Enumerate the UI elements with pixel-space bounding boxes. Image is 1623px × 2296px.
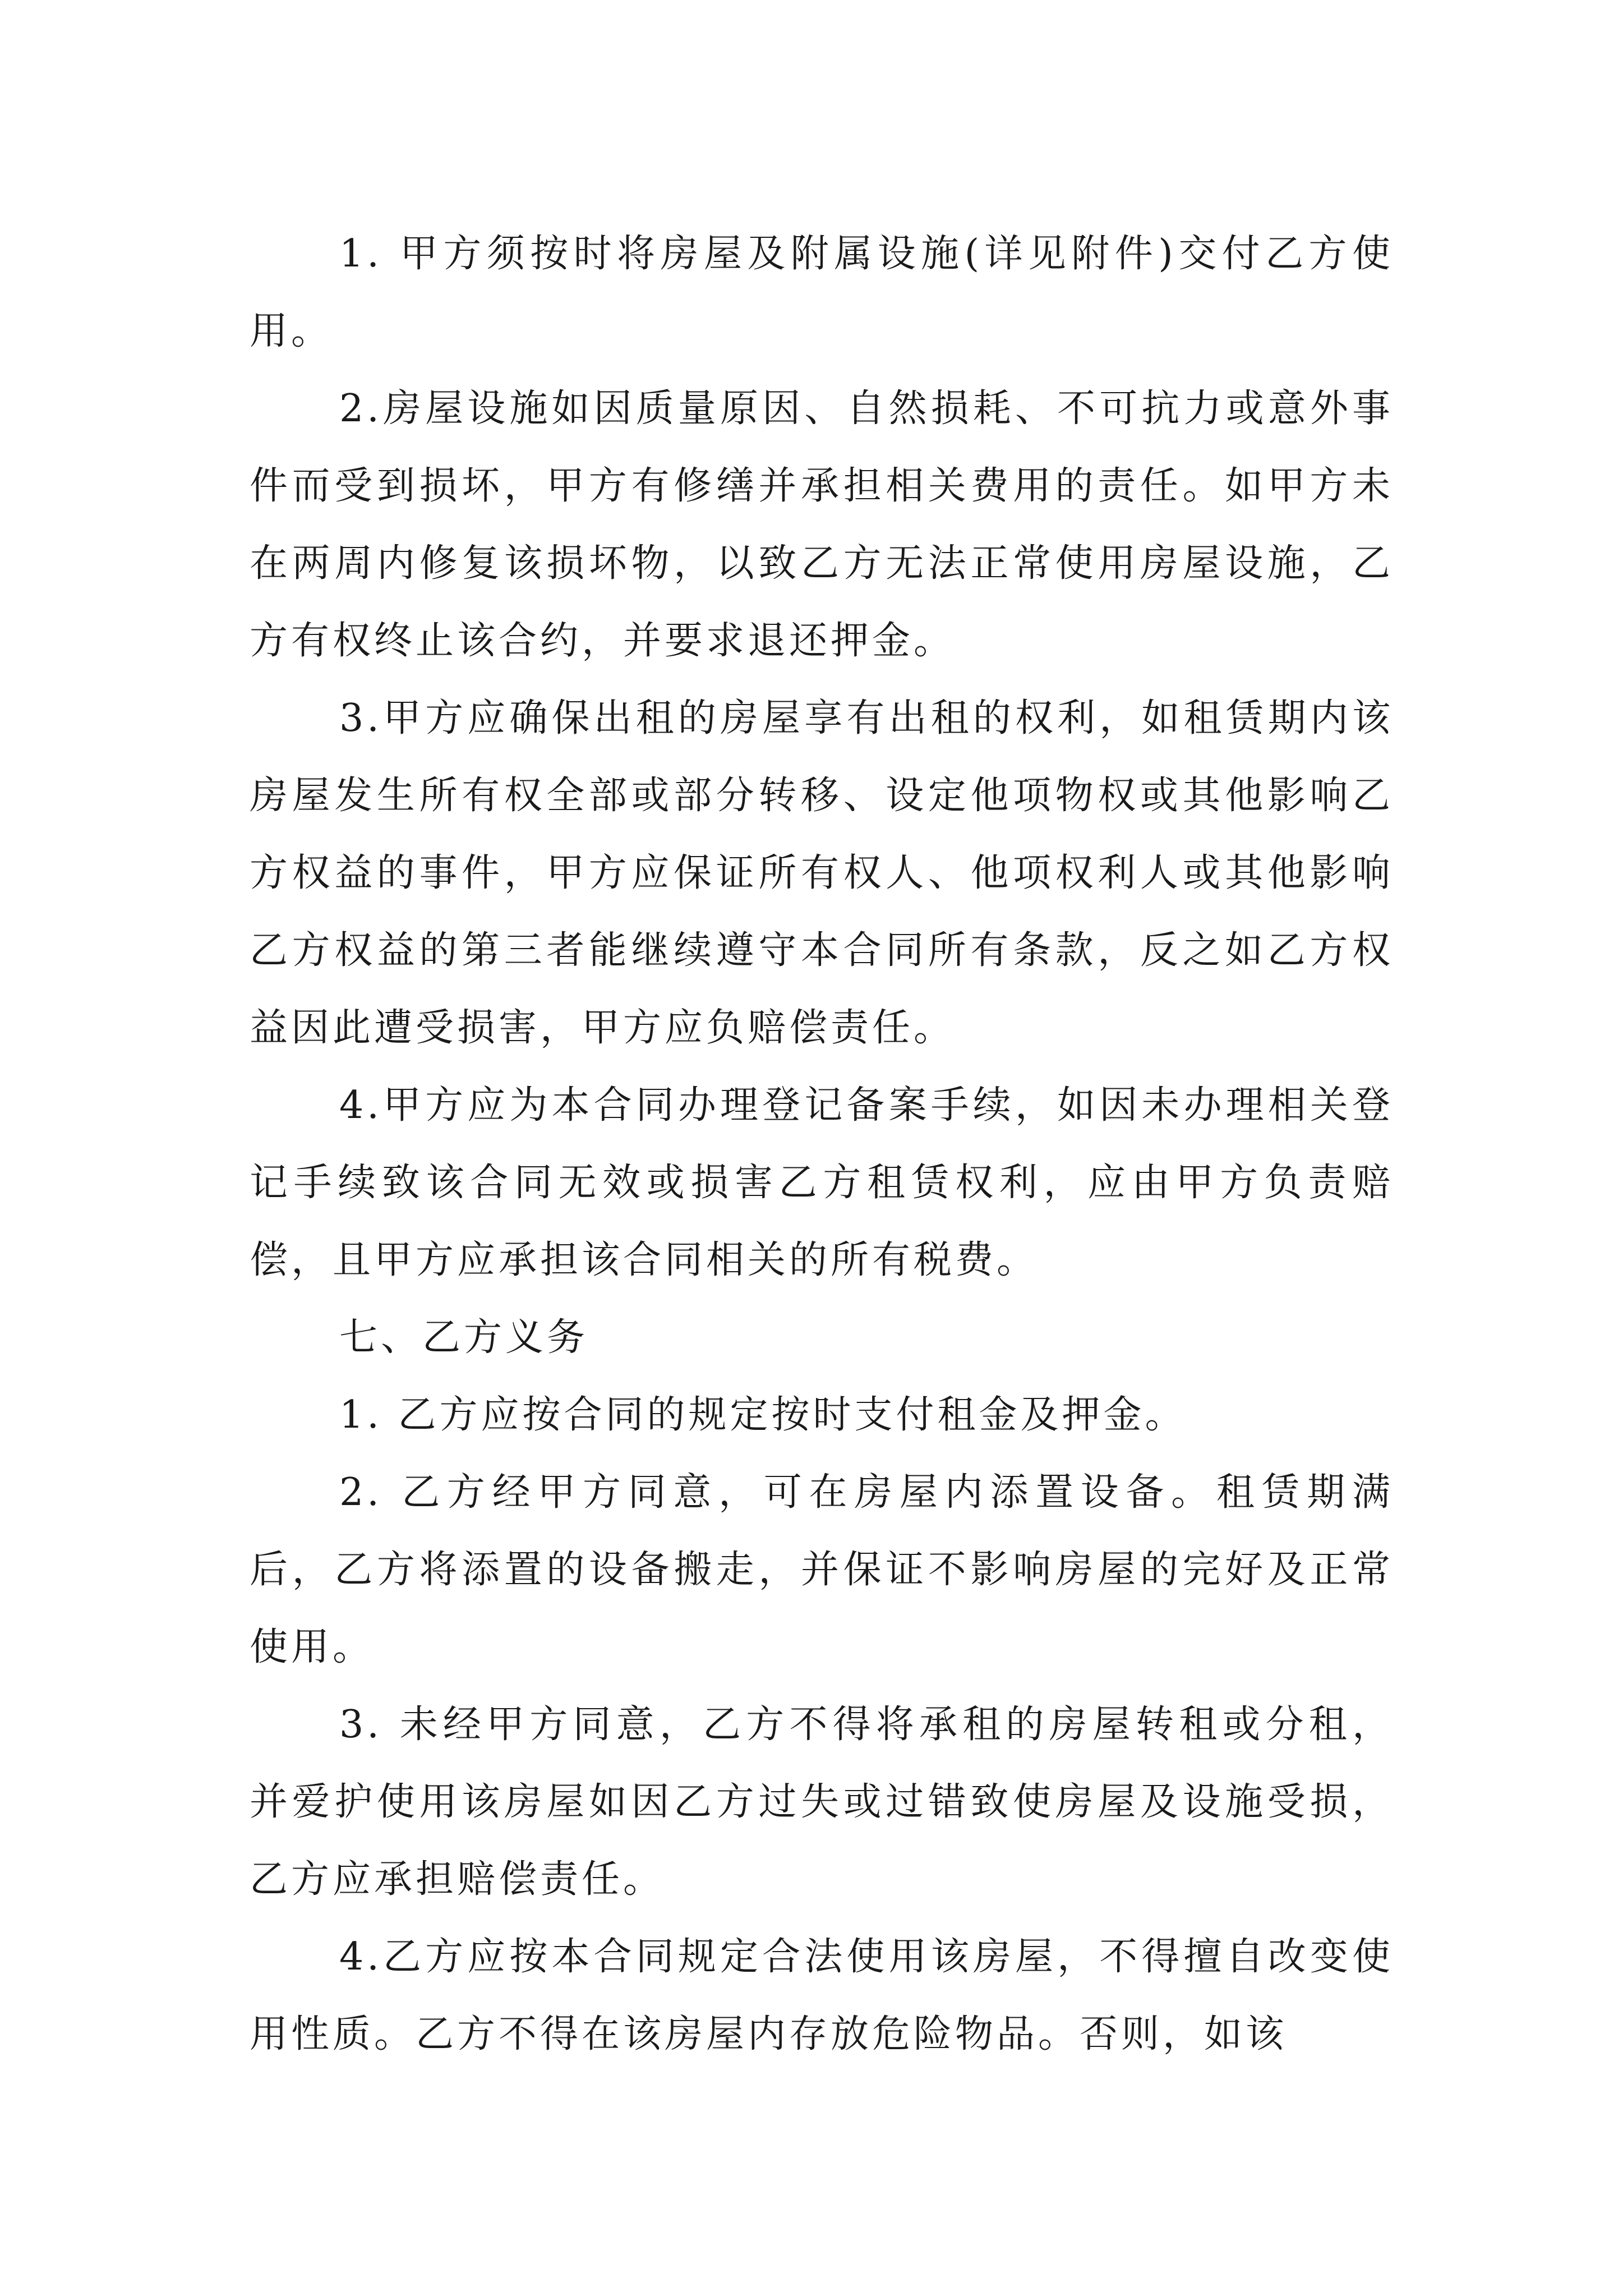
document-body	[250, 215, 1394, 2073]
paragraph-tenant-obligation-2: 2. 乙方经甲方同意，可在房屋内添置设备。租赁期满后，乙方将添置的设备搬走，并保证不影响房屋的完好及正常使用。	[250, 1470, 1394, 1669]
paragraph-tenant-obligation-1: 1. 乙方应按合同的规定按时支付租金及押金。	[339, 1393, 1187, 1437]
paragraph-tenant-obligation-3: 3. 未经甲方同意，乙方不得将承租的房屋转租或分租，并爱护使用该房屋如因乙方过失或过错致使房屋及设施受损，乙方应承担赔偿责任。	[250, 1703, 1394, 1902]
paragraph-landlord-obligation-2: 2.房屋设施如因质量原因、自然损耗、不可抗力或意外事件而受到损坏，甲方有修缮并承担相关费用的责任。如甲方未在两周内修复该损坏物，以致乙方无法正常使用房屋设施，乙方有权终止该合约，并要求退还押金。	[250, 386, 1394, 663]
paragraph-tenant-obligation-4: 4.乙方应按本合同规定合法使用该房屋，不得擅自改变使用性质。乙方不得在该房屋内存放危险物品。否则，如该	[250, 1935, 1394, 2056]
paragraph-landlord-obligation-4: 4.甲方应为本合同办理登记备案手续，如因未办理相关登记手续致该合同无效或损害乙方租赁权利，应由甲方负责赔偿，且甲方应承担该合同相关的所有税费。	[250, 1083, 1394, 1282]
paragraph-landlord-obligation-1: 1. 甲方须按时将房屋及附属设施(详见附件)交付乙方使用。	[250, 232, 1394, 353]
section-heading-tenant-obligations: 七、乙方义务	[339, 1315, 589, 1360]
paragraph-landlord-obligation-3: 3.甲方应确保出租的房屋享有出租的权利，如租赁期内该房屋发生所有权全部或部分转移、设定他项物权或其他影响乙方权益的事件，甲方应保证所有权人、他项权利人或其他影响乙方权益的第三者能继续遵守本合同所有条款，反之如乙方权益因此遭受损害，甲方应负赔偿责任。	[250, 696, 1394, 1050]
